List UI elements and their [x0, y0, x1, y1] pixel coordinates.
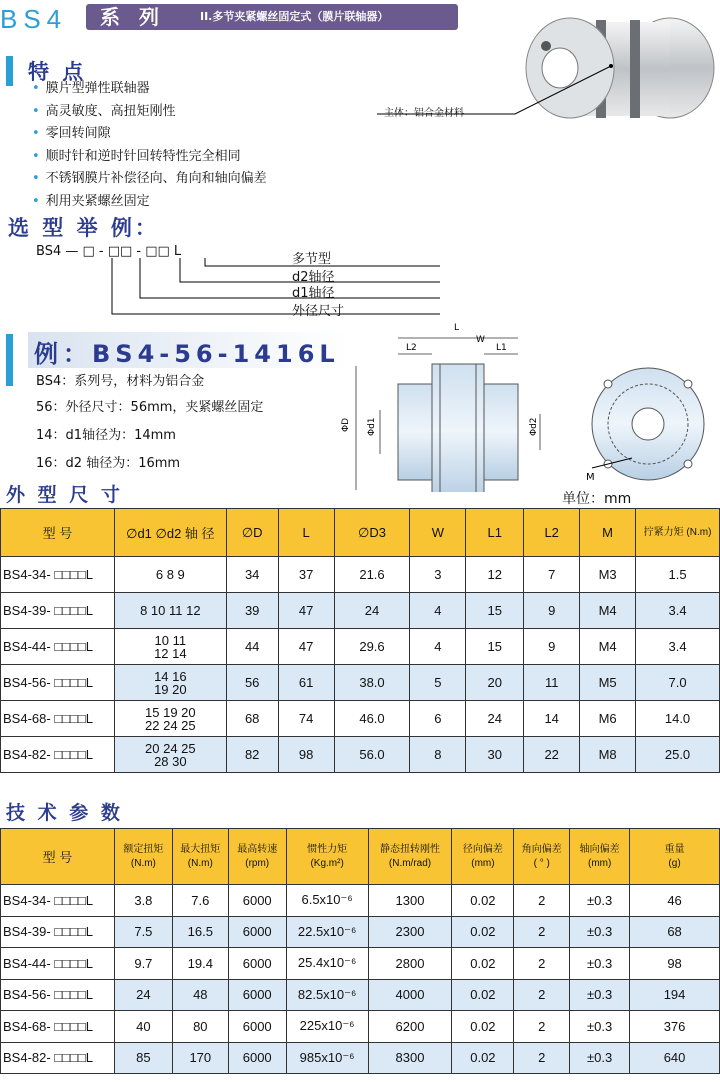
cell: 46.0: [334, 701, 410, 737]
cell: 2: [514, 948, 570, 980]
series-subtitle: II.多节夹紧螺丝固定式（膜片联轴器）: [200, 10, 389, 23]
table-row: [1, 629, 720, 665]
cell: 2300: [368, 916, 452, 948]
tech-table: [0, 828, 720, 1074]
cell: 3: [410, 557, 466, 593]
table-row: [1, 979, 720, 1011]
cell: 46: [630, 885, 720, 917]
dims-th-L: L: [278, 509, 334, 557]
cell: 8: [410, 737, 466, 773]
cell: 19.4: [172, 948, 228, 980]
model-cell: BS4-39- □□□□L: [1, 916, 115, 948]
label-od: 外径尺寸: [292, 304, 345, 319]
table-row: [1, 1011, 720, 1043]
cell: 2: [514, 979, 570, 1011]
cell: 6200: [368, 1011, 452, 1043]
th-line: 轴向偏差: [579, 843, 620, 855]
example-line: BS4：系列号，材料为铝合金: [36, 374, 205, 389]
bore-line: 19 20: [154, 681, 187, 697]
bore-line: 6 8 9: [155, 567, 185, 582]
cell: 68: [630, 916, 720, 948]
cell: ±0.3: [570, 916, 630, 948]
th-line: 角向偏差: [521, 843, 562, 855]
tech-title: 技 术 参 数: [6, 802, 123, 824]
cell: 8300: [368, 1042, 452, 1074]
cell: 16.5: [172, 916, 228, 948]
dim-M: M: [586, 472, 595, 483]
bore-line: 22 24 25: [145, 717, 196, 733]
cell: 6000: [228, 885, 286, 917]
cell: 6000: [228, 1011, 286, 1043]
cell: 5: [410, 665, 466, 701]
bore-cell: [114, 737, 226, 773]
dims-th-torque: 拧紧力矩 (N.m): [636, 509, 720, 557]
cell: 80: [172, 1011, 228, 1043]
th-line: 静态扭转刚性: [380, 843, 441, 855]
th-unit: (g): [668, 857, 681, 869]
features-accent: [6, 56, 13, 86]
cell: 4: [410, 629, 466, 665]
cell: 44: [226, 629, 278, 665]
tech-th: [452, 829, 514, 885]
feature-item: • 利用夹紧螺丝固定: [32, 191, 267, 214]
cell: 14: [524, 701, 580, 737]
cell: 29.6: [334, 629, 410, 665]
label-d2: d2轴径: [292, 270, 335, 285]
cell: 48: [172, 979, 228, 1011]
cell: 9: [524, 593, 580, 629]
tech-th: [514, 829, 570, 885]
cell: ±0.3: [570, 1011, 630, 1043]
cell: 194: [630, 979, 720, 1011]
cell: 56.0: [334, 737, 410, 773]
cell: 61: [278, 665, 334, 701]
label-multi: 多节型: [292, 252, 332, 267]
cell: 3.4: [636, 629, 720, 665]
cell: 24: [334, 593, 410, 629]
model-cell: BS4-68- □□□□L: [1, 1011, 115, 1043]
bore-line: 10 11: [154, 632, 187, 648]
label-d1: d1轴径: [292, 286, 335, 301]
dim-d1: Φd1: [367, 417, 377, 436]
cell: 24: [114, 979, 172, 1011]
code-leaders: [90, 258, 450, 324]
table-row: [1, 916, 720, 948]
example-title: 例：BS4-56-1416L: [34, 340, 340, 368]
dim-L: L: [454, 323, 460, 333]
bore-line: 12 14: [154, 645, 187, 661]
bore-cell: [114, 629, 226, 665]
table-row: [1, 1042, 720, 1074]
dim-L1: L1: [496, 343, 507, 353]
cell: 9: [524, 629, 580, 665]
feature-item: • 不锈钢膜片补偿径向、角向和轴向偏差: [32, 168, 267, 191]
cell: 640: [630, 1042, 720, 1074]
cell: 376: [630, 1011, 720, 1043]
cell: 24: [466, 701, 524, 737]
model-cell: BS4-82- □□□□L: [1, 1042, 115, 1074]
bore-line: 15 19 20: [145, 704, 196, 720]
table-row: [1, 557, 720, 593]
cell: 0.02: [452, 885, 514, 917]
cell: 47: [278, 629, 334, 665]
dimension-drawing: [336, 318, 720, 492]
model-cell: BS4-34- □□□□L: [1, 885, 115, 917]
th-unit: (N.m/rad): [388, 857, 432, 869]
model-cell: BS4-44- □□□□L: [1, 948, 115, 980]
cell: 6: [410, 701, 466, 737]
dims-th-L1: L1: [466, 509, 524, 557]
example-line: 56：外径尺寸：56mm，夹紧螺丝固定: [36, 400, 264, 415]
cell: 1.5: [636, 557, 720, 593]
cell: 1300: [368, 885, 452, 917]
cell: 34: [226, 557, 278, 593]
cell: 82.5x10⁻⁶: [286, 979, 368, 1011]
cell: 2800: [368, 948, 452, 980]
cell: 7.0: [636, 665, 720, 701]
model-cell: BS4-82- □□□□L: [1, 737, 115, 773]
feature-item: • 高灵敏度、高扭矩刚性: [32, 101, 267, 124]
dims-th-L2: L2: [524, 509, 580, 557]
dimensions-table: [0, 508, 720, 773]
cell: 25.0: [636, 737, 720, 773]
th-unit: (N.m): [187, 857, 213, 869]
bore-line: 28 30: [154, 753, 187, 769]
model-cell: BS4-56- □□□□L: [1, 665, 115, 701]
dims-th-model: 型 号: [1, 509, 115, 557]
dim-D: ΦD: [341, 417, 351, 432]
cell: 39: [226, 593, 278, 629]
cell: M4: [580, 629, 636, 665]
tech-th: [172, 829, 228, 885]
cell: 85: [114, 1042, 172, 1074]
cell: 7.6: [172, 885, 228, 917]
tech-th: [1, 829, 115, 885]
cell: 2: [514, 1011, 570, 1043]
model-cell: BS4-44- □□□□L: [1, 629, 115, 665]
features-list: [32, 78, 267, 213]
cell: 4: [410, 593, 466, 629]
cell: 40: [114, 1011, 172, 1043]
bore-line: 8 10 11 12: [140, 603, 201, 618]
cell: 15: [466, 629, 524, 665]
th-line: 惯性力矩: [307, 843, 348, 855]
table-row: [1, 737, 720, 773]
cell: 38.0: [334, 665, 410, 701]
th-unit: (rpm): [245, 857, 270, 869]
cell: 2: [514, 1042, 570, 1074]
dims-th-D: ∅D: [226, 509, 278, 557]
tech-th: [368, 829, 452, 885]
tech-th: [228, 829, 286, 885]
dims-title: 外 型 尺 寸: [6, 484, 123, 506]
cell: 56: [226, 665, 278, 701]
dim-W: W: [476, 335, 485, 345]
cell: 30: [466, 737, 524, 773]
cell: 6000: [228, 948, 286, 980]
th-unit: ( ° ): [533, 857, 550, 869]
th-line: 最大扭矩: [180, 843, 221, 855]
cell: ±0.3: [570, 979, 630, 1011]
cell: 3.8: [114, 885, 172, 917]
dims-th-D3: ∅D3: [334, 509, 410, 557]
bore-cell: [114, 665, 226, 701]
cell: 12: [466, 557, 524, 593]
table-row: [1, 701, 720, 737]
cell: 68: [226, 701, 278, 737]
cell: ±0.3: [570, 885, 630, 917]
cell: 15: [466, 593, 524, 629]
cell: 0.02: [452, 948, 514, 980]
feature-item: • 零回转间隙: [32, 123, 267, 146]
unit-label: 单位：mm: [562, 491, 632, 507]
cell: 14.0: [636, 701, 720, 737]
cell: 21.6: [334, 557, 410, 593]
cell: 74: [278, 701, 334, 737]
cell: ±0.3: [570, 948, 630, 980]
example-accent: [6, 334, 13, 386]
cell: 7: [524, 557, 580, 593]
series-code: BS4: [0, 4, 68, 34]
dim-L2: L2: [406, 343, 417, 353]
th-line: 型 号: [42, 850, 73, 865]
cell: 0.02: [452, 916, 514, 948]
cell: 47: [278, 593, 334, 629]
cell: 82: [226, 737, 278, 773]
features-title: 特 点: [28, 60, 87, 84]
cell: 98: [630, 948, 720, 980]
model-cell: BS4-34- □□□□L: [1, 557, 115, 593]
example-line: 16：d2 轴径为：16mm: [36, 456, 181, 471]
cell: 6000: [228, 979, 286, 1011]
tech-th: [630, 829, 720, 885]
cell: 98: [278, 737, 334, 773]
series-banner: [86, 4, 458, 30]
cell: M5: [580, 665, 636, 701]
th-line: 额定扭矩: [123, 843, 164, 855]
cell: 37: [278, 557, 334, 593]
tech-th: [570, 829, 630, 885]
th-line: 重量: [664, 843, 685, 855]
material-note: 主体：铝合金材料: [384, 108, 464, 119]
example-line: 14：d1轴径为：14mm: [36, 428, 176, 443]
dim-d2: Φd2: [529, 417, 539, 436]
series-word: 系 列: [100, 5, 165, 29]
model-code: BS4 — □ - □□ - □□ L: [36, 244, 182, 259]
cell: 22.5x10⁻⁶: [286, 916, 368, 948]
bore-cell: [114, 701, 226, 737]
tech-th: [114, 829, 172, 885]
cell: 0.02: [452, 1011, 514, 1043]
tech-th: [286, 829, 368, 885]
th-line: 径向偏差: [462, 843, 503, 855]
cell: 2: [514, 885, 570, 917]
cell: M4: [580, 593, 636, 629]
cell: 0.02: [452, 979, 514, 1011]
bore-line: 14 16: [154, 668, 187, 684]
table-row: [1, 593, 720, 629]
bore-line: 20 24 25: [145, 740, 196, 756]
cell: 11: [524, 665, 580, 701]
model-cell: BS4-68- □□□□L: [1, 701, 115, 737]
cell: M3: [580, 557, 636, 593]
dims-th-M: M: [580, 509, 636, 557]
cell: 225x10⁻⁶: [286, 1011, 368, 1043]
cell: 0.02: [452, 1042, 514, 1074]
cell: 22: [524, 737, 580, 773]
cell: 4000: [368, 979, 452, 1011]
bore-cell: [114, 557, 226, 593]
feature-item: • 顺时针和逆时针回转特性完全相同: [32, 146, 267, 169]
th-line: 最高转速: [237, 843, 278, 855]
cell: 9.7: [114, 948, 172, 980]
cell: 985x10⁻⁶: [286, 1042, 368, 1074]
cell: M8: [580, 737, 636, 773]
cell: M6: [580, 701, 636, 737]
cell: 6.5x10⁻⁶: [286, 885, 368, 917]
feature-item: • 膜片型弹性联轴器: [32, 78, 267, 101]
cell: 170: [172, 1042, 228, 1074]
cell: 6000: [228, 1042, 286, 1074]
cell: 3.4: [636, 593, 720, 629]
cell: ±0.3: [570, 1042, 630, 1074]
th-unit: (Kg.m²): [310, 857, 344, 869]
model-cell: BS4-39- □□□□L: [1, 593, 115, 629]
bore-cell: [114, 593, 226, 629]
th-unit: (N.m): [130, 857, 156, 869]
dims-th-d: ∅d1 ∅d2 轴 径: [114, 509, 226, 557]
dims-th-W: W: [410, 509, 466, 557]
cell: 20: [466, 665, 524, 701]
table-row: [1, 885, 720, 917]
table-row: [1, 665, 720, 701]
cell: 6000: [228, 916, 286, 948]
cell: 7.5: [114, 916, 172, 948]
th-unit: (mm): [471, 857, 495, 869]
th-unit: (mm): [587, 857, 612, 869]
cell: 2: [514, 916, 570, 948]
model-cell: BS4-56- □□□□L: [1, 979, 115, 1011]
cell: 25.4x10⁻⁶: [286, 948, 368, 980]
table-row: [1, 948, 720, 980]
selection-title: 选 型 举 例：: [8, 216, 159, 240]
